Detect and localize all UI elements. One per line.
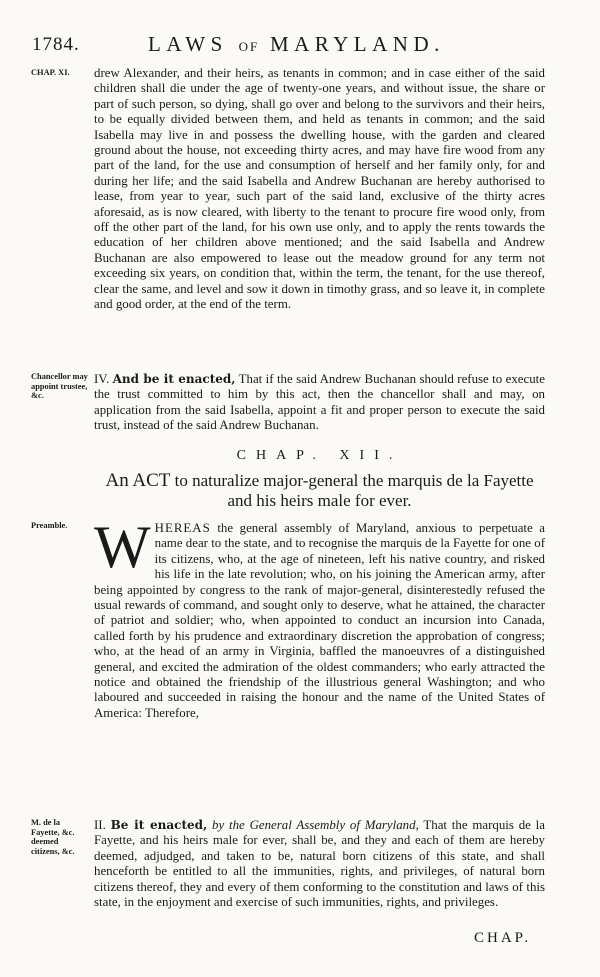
preamble-text: the general assembly of Maryland, anxious to perpetuate a name dear to the state, and to recognise the marquis de la Fayette for one of its citizens, who, at the age of nineteen, left his native country, and risked his life in the late revolution; who, on his joining the American army, after being appointed by congress to the rank of major-general, disinterestedly refused the usual rewards of command, and sought only to deserve, what he attained, the character of patriot and soldier; who, when appointed to conduct an incursion into Canada, called forth by his prudence and extraordinary discretion the approbation of congress; who, at the head of an army in Virginia, baffled the manoeuvres of a distinguished general, and excited the admiration of the oldest commanders; who early attracted the notice and obtained the friendship of the illustrious general Washington; and who laboured and succeeded in raising the honour and the name of the United States of America: Therefore, — [94, 521, 545, 720]
act-title-rest: to naturalize major-general the marquis de la Fayette and his heirs male for ever. — [170, 471, 534, 510]
section-ii-number: II. — [94, 818, 106, 832]
preamble-caps: HEREAS — [154, 521, 211, 535]
running-title — [148, 32, 568, 57]
page-year: 1784. — [32, 34, 80, 55]
section-iv-paragraph — [94, 372, 545, 434]
section-continuation-text: drew Alexander, and their heirs, as tenants in common; and in case either of the said children shall die under the age of twenty-one years, and without issue, the share or part of such person, so dying, shall go over and belong to the survivors and their heirs, to be equally divided between them, and held as tenants in common; and the said Isabella may live in and possess the dwelling house, with the garden and cleared ground about the house, not exceeding thirty acres, and may have fire wood from any part of the land, for the use and consumption of herself and her family only, for and during her life; and the said Isabella and Andrew Buchanan are hereby authorised to lease, from year to year, such part of the said land, exclusive of the thirty acres aforesaid, as is now cleared, with liberty to the tenant to procure fire wood only, from off the other part of the land, for his own use only, and to apply the rents towards the education of her children above mentioned; and the said Isabella and Andrew Buchanan are also empowered to lease out the meadow ground for any term not exceeding six years, on condition that, within the term, the tenant, for the use thereof, clear the same, and level and sow it down in timothy grass, and so leave it, in complete and good order, at the end of the term. — [94, 66, 545, 312]
section-ii-enacting: Be it enacted, — [110, 818, 208, 832]
preamble-dropcap: W — [94, 514, 151, 580]
act-title-lead: An ACT — [105, 470, 171, 491]
catchword: CHAP. — [474, 930, 532, 946]
chapter-heading: CHAP. XII. — [236, 448, 403, 463]
title-maryland: MARYLAND. — [269, 32, 445, 56]
section-ii-authority: by the General Assembly of Maryland, — [207, 818, 419, 832]
preamble-paragraph — [94, 514, 545, 721]
section-ii — [94, 818, 545, 910]
act-title — [94, 471, 545, 511]
section-ii-text: That the marquis de la Fayette, and his heirs male for ever, shall be, and they and each of them are hereby deemed, adjudged, and taken to be, natural born citizens of this state, and shall henceforth be entitled to all the immunities, rights, and privileges, of natural born citizens thereof, they and every of them conforming to the constitution and laws of this state, in the enjoyment and exercise of such immunities, rights, and privileges. — [94, 818, 545, 910]
section-continuation — [94, 66, 545, 313]
section-iv-enacting: And be it enacted, — [112, 372, 236, 386]
section-iv — [94, 372, 545, 434]
section-iv-text: That if the said Andrew Buchanan should refuse to execute the trust committed to him by this act, then the chancellor shall and may, on application from the said Isabella, appoint a fit and proper person to execute the said trust, instead of the said Andrew Buchanan. — [94, 372, 545, 433]
margin-preamble-note: Preamble. — [31, 521, 68, 530]
title-laws: LAWS — [148, 32, 228, 56]
section-ii-paragraph — [94, 818, 545, 910]
running-header — [30, 32, 575, 62]
margin-chancellor-note: Chancellor may appoint trustee, &c. — [31, 372, 88, 400]
margin-fayette-note: M. de la Fayette, &c. deemed citizens, &c. — [31, 818, 75, 856]
margin-chap-label: CHAP. XI. — [31, 68, 70, 77]
title-of: OF — [238, 39, 260, 54]
section-iv-number: IV. — [94, 372, 110, 386]
preamble — [94, 514, 545, 721]
